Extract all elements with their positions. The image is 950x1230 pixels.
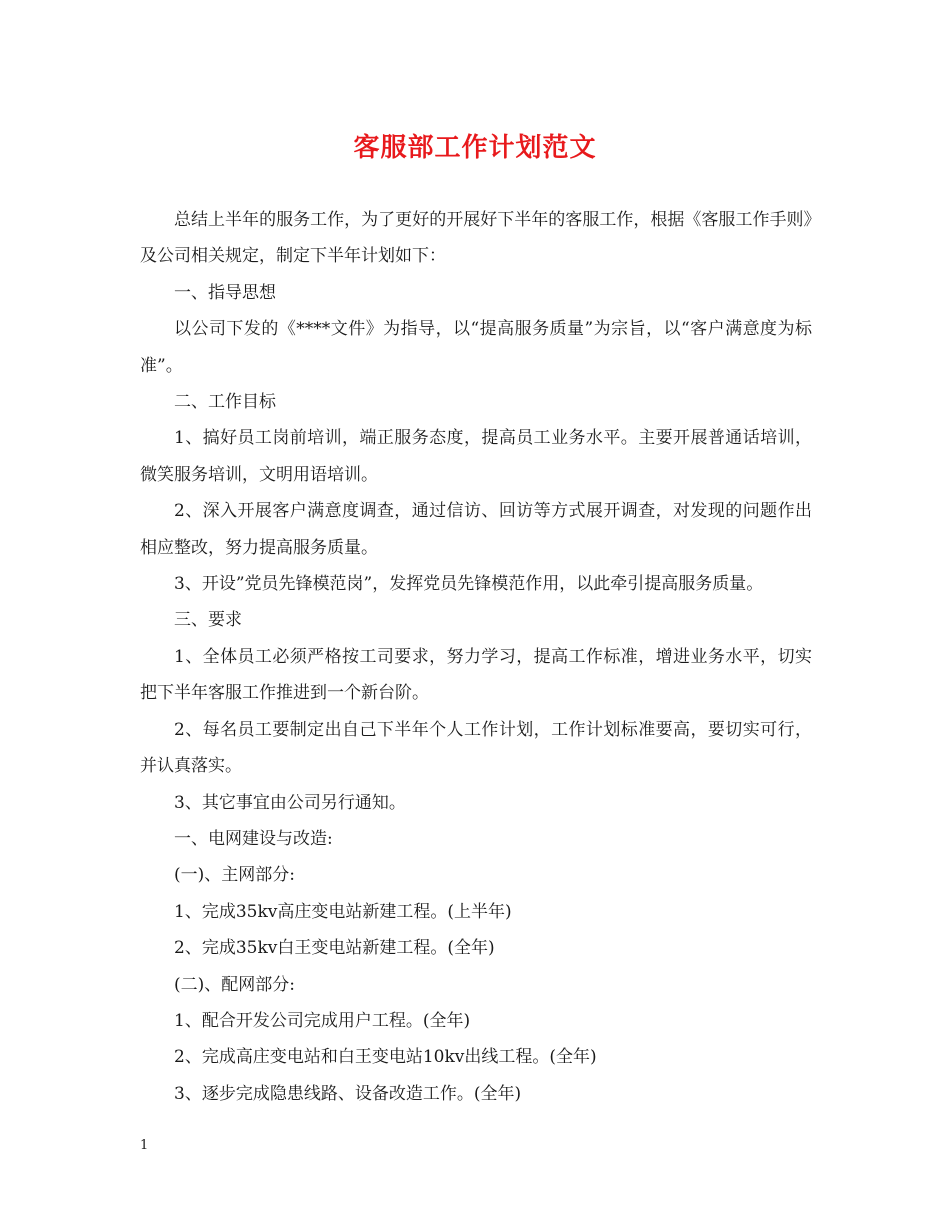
document-title: 客服部工作计划范文 (353, 133, 597, 163)
paragraph-main-grid-2: 2、完成35kv白王变电站新建工程。(全年) (174, 938, 495, 959)
document-body (140, 202, 812, 1112)
paragraph-intro: 总结上半年的服务工作，为了更好的开展好下半年的客服工作，根据《客服工作手则》及公司相关规定，制定下半年计划如下： (140, 210, 812, 267)
paragraph-requirement-2: 2、每名员工要制定出自己下半年个人工作计划，工作计划标准要高，要切实可行，并认真落实。 (140, 719, 812, 777)
paragraph-main-grid-1: 1、完成35kv高庄变电站新建工程。(上半年) (174, 901, 512, 922)
subsection-heading-main-grid: (一)、主网部分: (174, 865, 295, 886)
paragraph-distribution-3: 3、逐步完成隐患线路、设备改造工作。(全年) (174, 1083, 522, 1104)
paragraph-distribution-1: 1、配合开发公司完成用户工程。(全年) (174, 1010, 471, 1031)
paragraph-goal-3: 3、开设”党员先锋模范岗”，发挥党员先锋模范作用，以此牵引提高服务质量。 (174, 574, 764, 595)
section-heading-guiding-ideology: 一、指导思想 (174, 282, 276, 303)
paragraph-requirement-1: 1、全体员工必须严格按工司要求，努力学习，提高工作标准，增进业务水平，切实把下半年客服工作推进到一个新台阶。 (140, 646, 812, 704)
paragraph-requirement-3: 3、其它事宜由公司另行通知。 (174, 792, 406, 813)
section-heading-grid-construction: 一、电网建设与改造: (174, 828, 333, 849)
section-heading-requirements: 三、要求 (174, 610, 242, 631)
paragraph-goal-2: 2、深入开展客户满意度调查，通过信访、回访等方式展开调查，对发现的问题作出相应整改，努力提高服务质量。 (140, 501, 812, 558)
page-number: 1 (140, 1138, 149, 1153)
section-heading-work-goals: 二、工作目标 (174, 392, 276, 413)
paragraph-guiding-ideology: 以公司下发的《****文件》为指导，以“提高服务质量”为宗旨，以“客户满意度为标准”。 (140, 319, 812, 376)
paragraph-distribution-2: 2、完成高庄变电站和白王变电站10kv出线工程。(全年) (174, 1047, 597, 1068)
subsection-heading-distribution-grid: (二)、配网部分: (174, 974, 295, 995)
paragraph-goal-1: 1、搞好员工岗前培训，端正服务态度，提高员工业务水平。主要开展普通话培训，微笑服务培训，文明用语培训。 (140, 428, 812, 485)
